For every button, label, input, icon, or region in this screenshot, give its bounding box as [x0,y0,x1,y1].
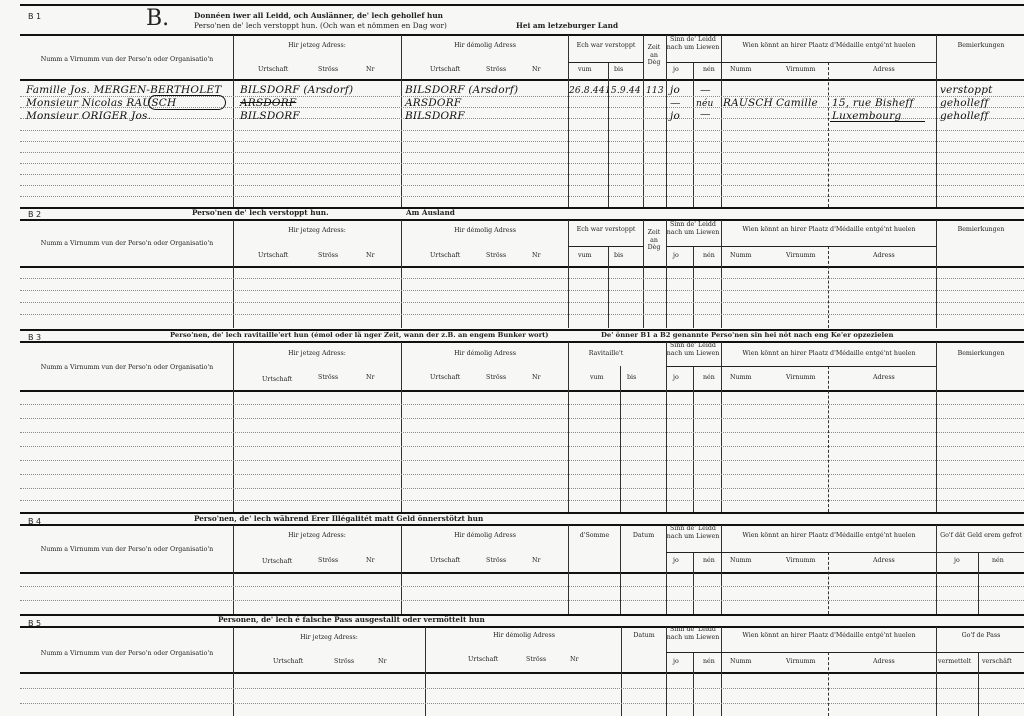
section-b1-subtitle-location: Hei am letzeburger Land [516,21,619,30]
b1-row1-name: Famille Jos. MERGEN-BERTHOLET [26,84,222,96]
b5-col-stross-1: Ströss [334,658,355,665]
b3-col-jo: jo [673,374,679,381]
b1-col-days: Zeit an Dèg [647,44,661,66]
section-b1-header-border [20,34,1024,36]
b4-col-urtschaft-2: Urtschaft [430,557,461,564]
b1-col-medal: Wien könnt an hirer Plaatz d'Médaille entgé'nt huelen [742,42,916,49]
underline-mark [830,121,925,122]
b4-col-virnumm: Virnumm [786,557,816,564]
b4-col-gof-nen: nén [992,557,1004,564]
b1-col-virnumm: Virnumm [786,66,816,73]
b5-col-provided: verschâft [982,658,1012,665]
circle-mark [148,95,226,110]
section-b3-title: Perso'nen, de' lech ravitaille'ert hun (émol oder lä nger Zeit, wann der z.B. an engem Bunker wort) [170,331,549,339]
b4-col-nen: nén [703,557,715,564]
b3-col-vum: vum [590,374,604,381]
b1-row1-days: 113 [646,86,664,96]
b5-col-nr-2: Nr [570,656,579,663]
b2-col-vum: vum [578,252,592,259]
b2-col-urtschaft-2: Urtschaft [430,252,461,259]
section-b1-label: B 1 [28,12,42,21]
b5-col-pass: Go'f de Pass [961,632,1001,639]
b4-col-stross-2: Ströss [486,557,507,564]
section-b2-title: Perso'nen de' lech verstoppt hun. [192,208,329,217]
b4-col-gof-jo: jo [954,557,960,564]
b5-col-medal: Wien könnt an hirer Plaatz d'Médaille entgé'nt huelen [742,632,916,639]
b4-col-old-address: Hir démolig Adress [454,532,516,539]
b1-row1-current-place: BILSDORF (Arsdorf) [240,84,354,96]
b4-col-numm: Numm [730,557,752,564]
b2-col-urtschaft-1: Urtschaft [258,252,289,259]
b1-row1-from: 26.8.44 [569,86,605,96]
b1-row3-current-place: BILSDORF [240,110,300,122]
b5-col-numm: Numm [730,658,752,665]
b3-col-nr-2: Nr [532,374,541,381]
b4-col-urtschaft-1: Urtschaft [262,558,293,565]
b5-col-adress: Adress [873,658,895,665]
b5-col-arranged: vermettelt [938,658,972,665]
b1-col-jo: jo [673,66,679,73]
section-b4-title: Perso'nen, de' lech während Erer Illégalitét matt Geld önnerstötzt hun [194,514,484,523]
b5-col-virnumm: Virnumm [786,658,816,665]
b5-col-name: Numm a Virnumm vun der Perso'n oder Organisatio'n [40,650,214,657]
b3-col-virnumm: Virnumm [786,374,816,381]
section-b5-label: B 5 [28,619,42,628]
b4-col-money-returned: Go'f dât Geld erem gefrot [940,532,1022,539]
b1-row1-jo: jo [670,84,680,96]
b3-col-supplied: Ravitaille't [588,350,624,357]
b2-col-stross-1: Ströss [318,252,339,259]
b1-col-old-address: Hir démolig Adress [454,42,516,49]
b5-col-stross-2: Ströss [526,656,547,663]
b3-col-medal: Wien könnt an hirer Plaatz d'Médaille entgé'nt huelen [742,350,916,357]
b5-col-urtschaft-1: Urtschaft [273,658,304,665]
b4-col-name: Numm a Virnumm vun der Perso'n oder Organisatio'n [40,546,214,553]
b1-row1-remark: verstoppt [940,84,993,96]
section-b5-title: Personen, de' lech é falsche Pass ausgestallt oder vermöttelt hun [218,615,485,624]
b4-col-nr-1: Nr [366,557,375,564]
b2-col-virnumm: Virnumm [786,252,816,259]
b1-col-adress: Adress [873,66,895,73]
b1-col-name: Numm a Virnumm vun der Perso'n oder Organisatio'n [40,56,214,63]
b4-col-jo: jo [673,557,679,564]
b1-row1-nen: — [700,84,711,96]
b2-col-adress: Adress [873,252,895,259]
b3-col-purpose: Sinn de' Leidd nach um Liewen [666,342,720,357]
b1-col-urtschaft-2: Urtschaft [430,66,461,73]
b2-col-name: Numm a Virnumm vun der Perso'n oder Organisatio'n [40,240,214,247]
section-b1-top-border [20,4,1024,6]
b4-col-stross-1: Ströss [318,557,339,564]
b1-row3-old-place: BILSDORF [405,110,465,122]
b1-row2-name: Monsieur Nicolas RAUSCH [26,97,177,109]
b3-col-numm: Numm [730,374,752,381]
b2-col-bis: bis [614,252,624,259]
b1-col-remarks: Bemierkungen [957,42,1005,49]
b1-col-stross-2: Ströss [486,66,507,73]
b1-col-nr-2: Nr [532,66,541,73]
b1-row2-old-place: ARSDORF [405,97,462,109]
b5-col-purpose: Sinn de' Leidd nach um Liewen [666,626,720,641]
b1-col-vum: vum [578,66,592,73]
section-b2-title-location: Am Ausland [406,208,455,217]
section-b-letter: B. [146,6,170,31]
b1-row1-old-place: BILSDORF (Arsdorf) [405,84,519,96]
section-b2-label: B 2 [28,210,42,219]
b3-col-urtschaft-2: Urtschaft [430,374,461,381]
b1-col-nen: nén [703,66,715,73]
b1-header-bottom [20,79,1024,81]
b2-col-hidden: Ech war verstoppt [576,226,636,233]
section-b4-label: B 4 [28,517,42,526]
b5-col-nr-1: Nr [378,658,387,665]
b4-col-purpose: Sinn de' Leidd nach um Liewen [666,525,720,540]
b3-col-bis: bis [627,374,637,381]
b2-col-remarks: Bemierkungen [957,226,1005,233]
b3-col-nen: nén [703,374,715,381]
b1-row3-name: Monsieur ORIGER Jos. [26,110,152,122]
b1-col-stross-1: Ströss [318,66,339,73]
b2-col-nr-1: Nr [366,252,375,259]
b1-row2-medal-address: 15, rue Bisheff [832,97,914,109]
b3-col-stross-1: Ströss [318,374,339,381]
b5-col-date: Datum [633,632,655,639]
b1-row3-medal-address: Luxembourg [832,110,902,122]
b4-col-current-address: Hir jetzeg Adress: [288,532,346,539]
b2-col-nen: nén [703,252,715,259]
b5-col-old-address: Hir démolig Adress [493,632,555,639]
section-b1-subtitle: Perso'nen de' lech verstoppt hun. (Och wan et nömmen en Dag wor) [194,21,447,30]
b1-row2-current-place: ARSDORF [240,97,297,109]
b1-row2-remark: geholleff [940,97,989,109]
b3-col-current-address: Hir jetzeg Adress: [288,350,346,357]
b2-col-nr-2: Nr [532,252,541,259]
b1-col-numm: Numm [730,66,752,73]
b1-row3-jo: jo [670,110,680,122]
b1-row2-medal-firstname: Camille [776,97,818,109]
b1-col-current-address: Hir jetzeg Adress: [288,42,346,49]
section-b3-title-note: De' önner B1 a B2 genannte Perso'nen sin hei nöt nach eng Ke'er opzezielen [601,331,894,339]
b1-row3-nen: — [700,108,711,120]
b2-col-medal: Wien könnt an hirer Plaatz d'Médaille entgé'nt huelen [742,226,916,233]
b1-row2-jo: — [670,97,681,109]
b4-col-sum: d'Somme [579,532,610,539]
b1-row3-remark: geholleff [940,110,989,122]
b2-col-numm: Numm [730,252,752,259]
b3-col-stross-2: Ströss [486,374,507,381]
b3-col-remarks: Bemierkungen [957,350,1005,357]
b4-col-date: Datum [632,532,655,539]
b3-col-urtschaft-1: Urtschaft [262,376,293,383]
b3-col-old-address: Hir démolig Adress [454,350,516,357]
b2-col-jo: jo [673,252,679,259]
b5-col-nen: nén [703,658,715,665]
b5-col-urtschaft-2: Urtschaft [468,656,499,663]
section-b1-title: Donnéen iwer all Leidd, och Auslänner, de' lech gehollef hun [194,11,443,20]
b2-col-old-address: Hir démolig Adress [454,227,516,234]
b5-col-current-address: Hir jetzeg Adress: [300,634,358,641]
b2-col-current-address: Hir jetzeg Adress: [288,227,346,234]
b4-col-medal: Wien könnt an hirer Plaatz d'Médaille entgé'nt huelen [742,532,916,539]
b1-row2-medal-name: RAUSCH [723,97,773,109]
b2-col-stross-2: Ströss [486,252,507,259]
b3-col-nr-1: Nr [366,374,375,381]
b1-col-urtschaft-1: Urtschaft [258,66,289,73]
b2-col-purpose: Sinn de' Leidd nach um Liewen [666,221,720,236]
b5-col-jo: jo [673,658,679,665]
section-b3-label: B 3 [28,333,42,342]
b3-col-name: Numm a Virnumm vun der Perso'n oder Organisatio'n [40,364,214,371]
b1-col-nr-1: Nr [366,66,375,73]
b3-col-adress: Adress [873,374,895,381]
b4-col-nr-2: Nr [532,557,541,564]
b1-row1-to: 15.9.44 [605,86,641,96]
b1-row2-nen: néu [696,99,714,109]
b1-col-purpose: Sinn de' Leidd nach um Liewen [666,36,720,51]
b1-col-bis: bis [614,66,624,73]
b2-col-days: Zeit an Dèg [647,229,661,251]
b4-col-adress: Adress [873,557,895,564]
b1-col-hidden: Ech war verstoppt [576,42,636,49]
